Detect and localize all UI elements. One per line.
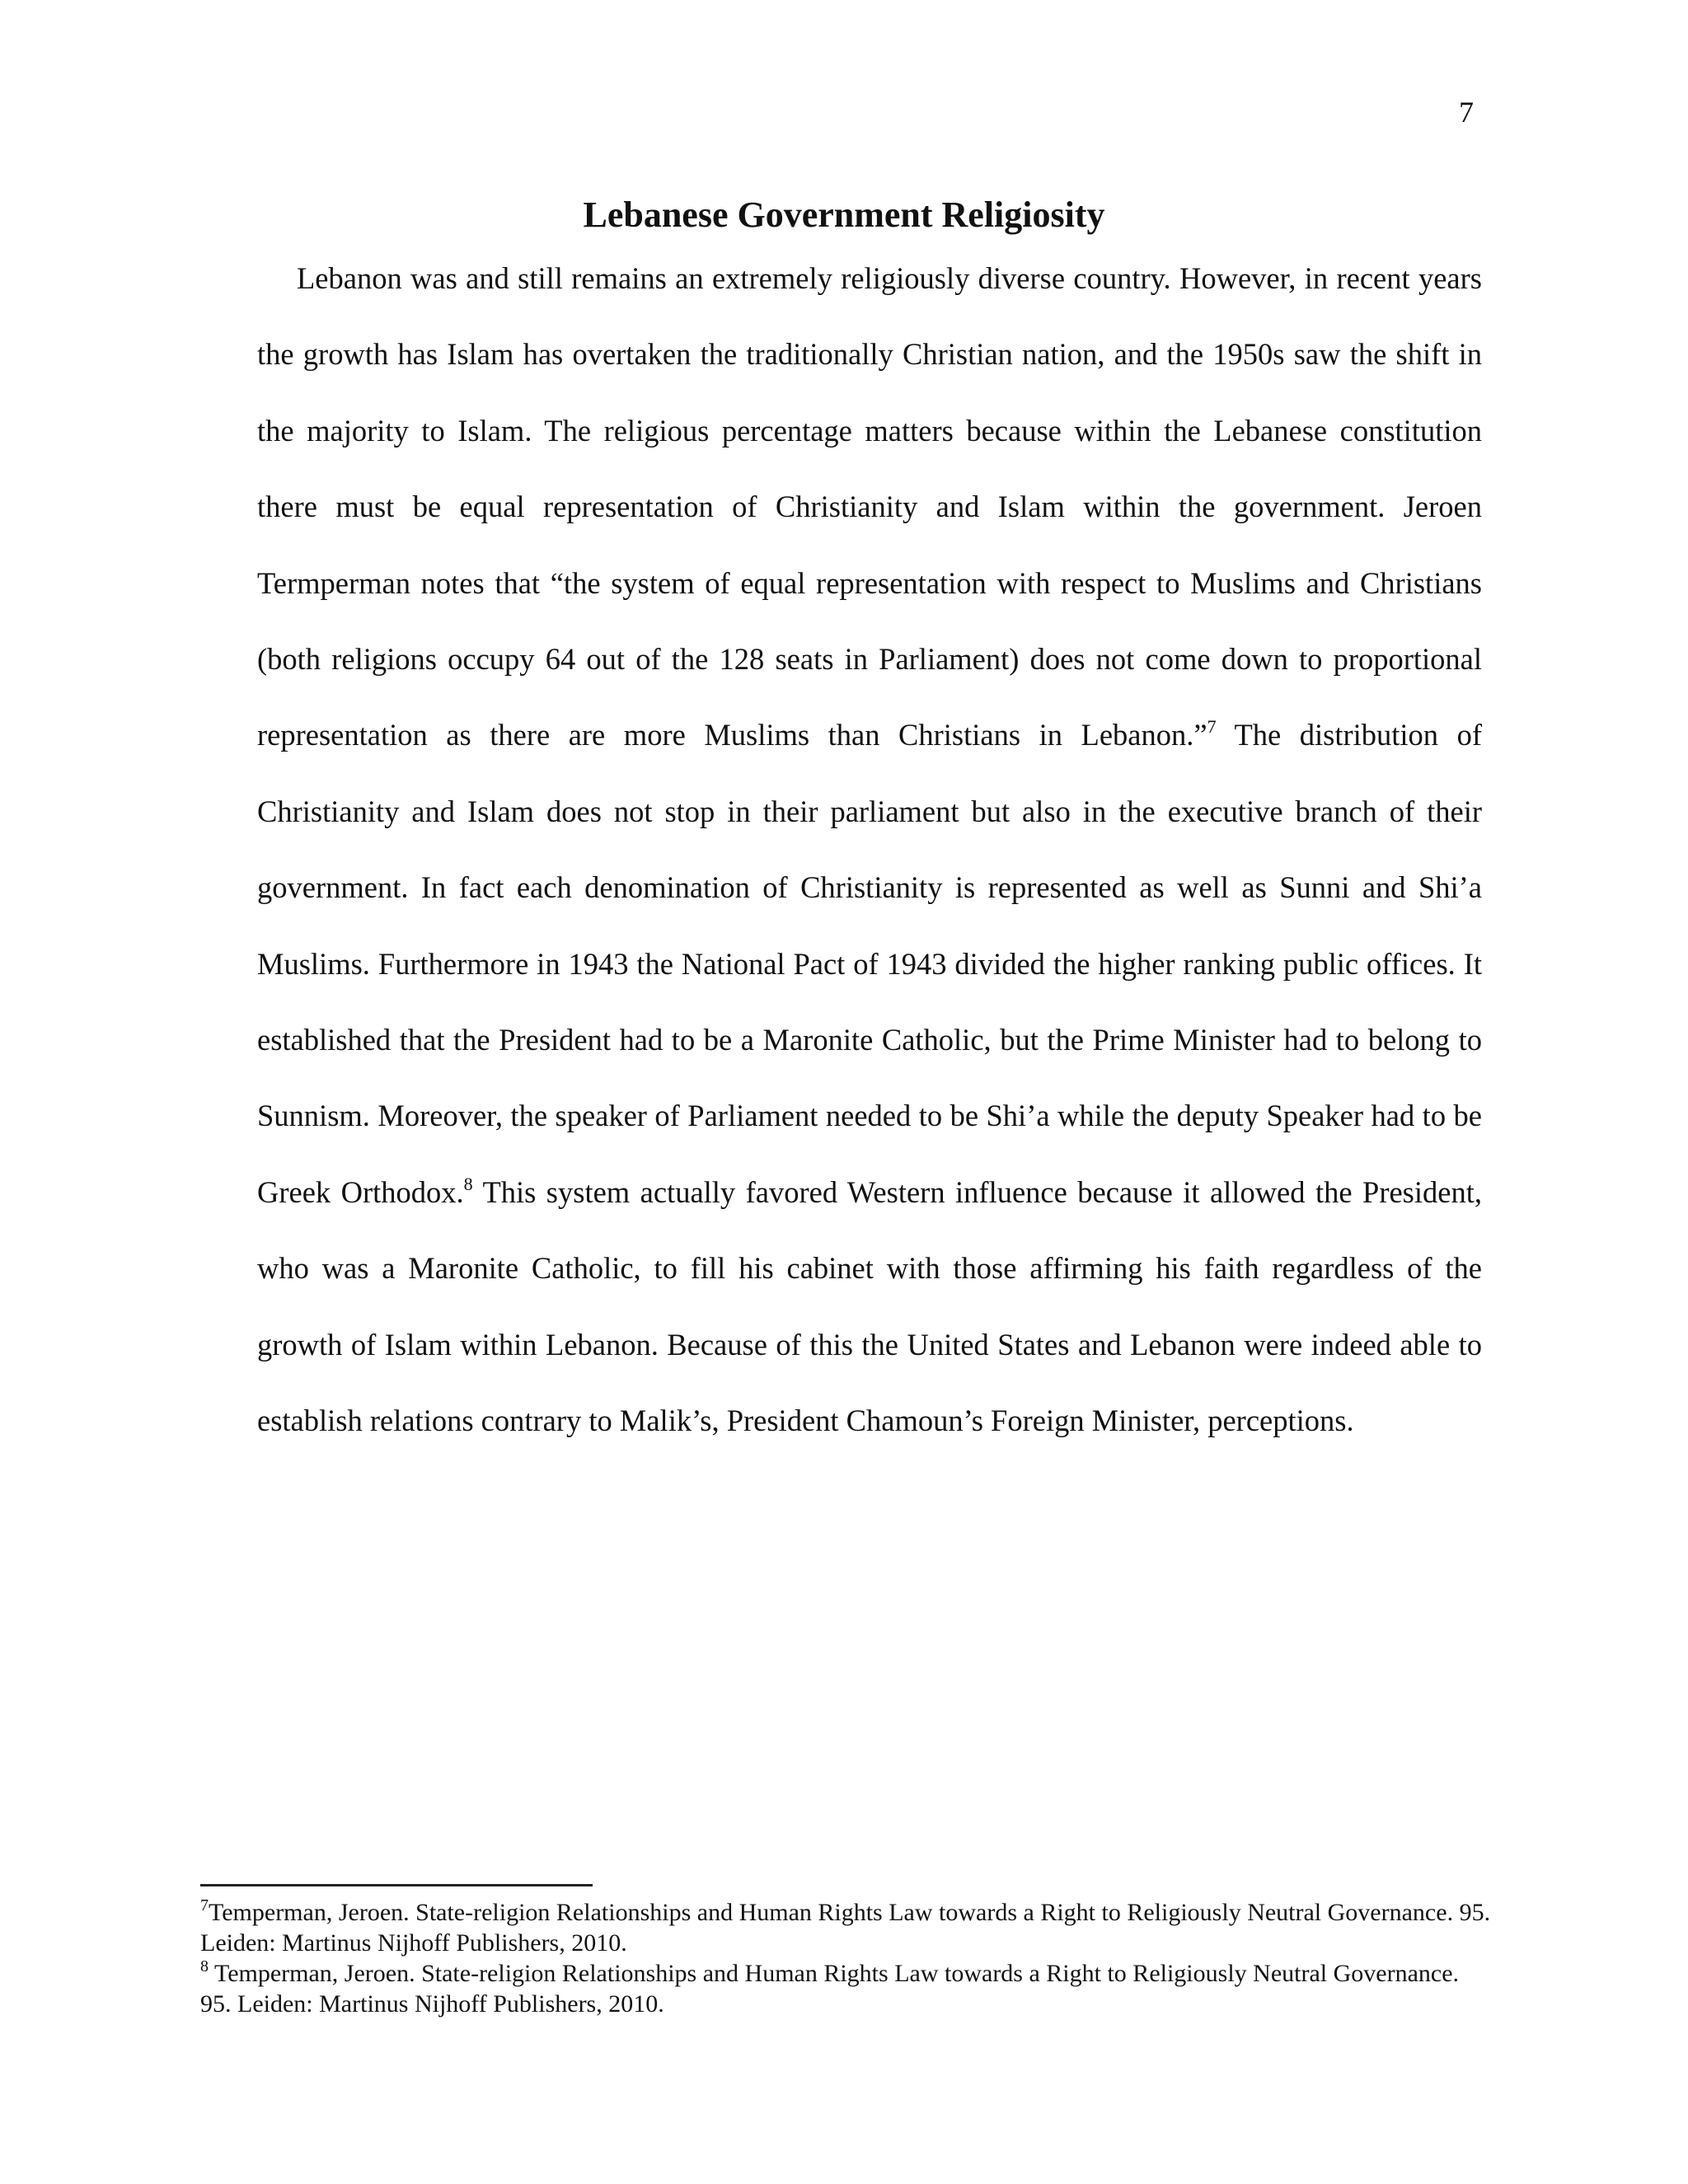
footnote-separator bbox=[200, 1884, 593, 1886]
footnote-marker: 8 bbox=[200, 1957, 209, 1975]
page-number: 7 bbox=[1459, 96, 1474, 129]
footnote-reference-7: 7 bbox=[1207, 716, 1217, 738]
footnote-marker: 7 bbox=[200, 1896, 209, 1915]
section-title: Lebanese Government Religiosity bbox=[583, 194, 1105, 235]
footnote-text: Temperman, Jeroen. State-religion Relationships and Human Rights Law towards a Right to Religiously Neutral Governance. 95. Leiden: Martinus Nijhoff Publishers, 2010. bbox=[200, 1899, 1491, 1957]
footnotes-section bbox=[200, 1897, 1494, 2019]
footnote-8 bbox=[200, 1958, 1494, 2019]
footnote-reference-8: 8 bbox=[463, 1173, 473, 1194]
body-text-part-3: This system actually favored Western influence because it allowed the President, who was a Maronite Catholic, to fill his cabinet with those affirming his faith regardless of the growth of Islam within Lebanon. Because of this the United States and Lebanon were indeed able to establish relations contrary to Malik’s, President Chamoun’s Foreign Minister, perceptions. bbox=[257, 1174, 1482, 1438]
body-text-part-1: Lebanon was and still remains an extremely religiously diverse country. However, in recent years the growth has Islam has overtaken the traditionally Christian nation, and the 1950s saw the shift in the majority to Islam. The religious percentage matters because within the Lebanese constitution there must be equal representation of Christianity and Islam within the government. Jeroen Termperman notes that “the system of equal representation with respect to Muslims and Christians (both religions occupy 64 out of the 128 seats in Parliament) does not come down to proportional representation as there are more Muslims than Christians in Lebanon.” bbox=[257, 261, 1482, 752]
body-paragraph bbox=[257, 241, 1482, 1460]
footnote-7 bbox=[200, 1897, 1494, 1958]
body-text-part-2: The distribution of Christianity and Islam does not stop in their parliament but also in the executive branch of their government. In fact each denomination of Christianity is represented as well as Sunni and Shi’a Muslims. Furthermore in 1943 the National Pact of 1943 divided the higher ranking public offices. It established that the President had to be a Maronite Catholic, but the Prime Minister had to belong to Sunnism. Moreover, the speaker of Parliament needed to be Shi’a while the deputy Speaker had to be Greek Orthodox. bbox=[257, 718, 1483, 1209]
footnote-text: Temperman, Jeroen. State-religion Relationships and Human Rights Law towards a Right to Religiously Neutral Governance. 95. Leiden: Martinus Nijhoff Publishers, 2010. bbox=[200, 1960, 1460, 2018]
